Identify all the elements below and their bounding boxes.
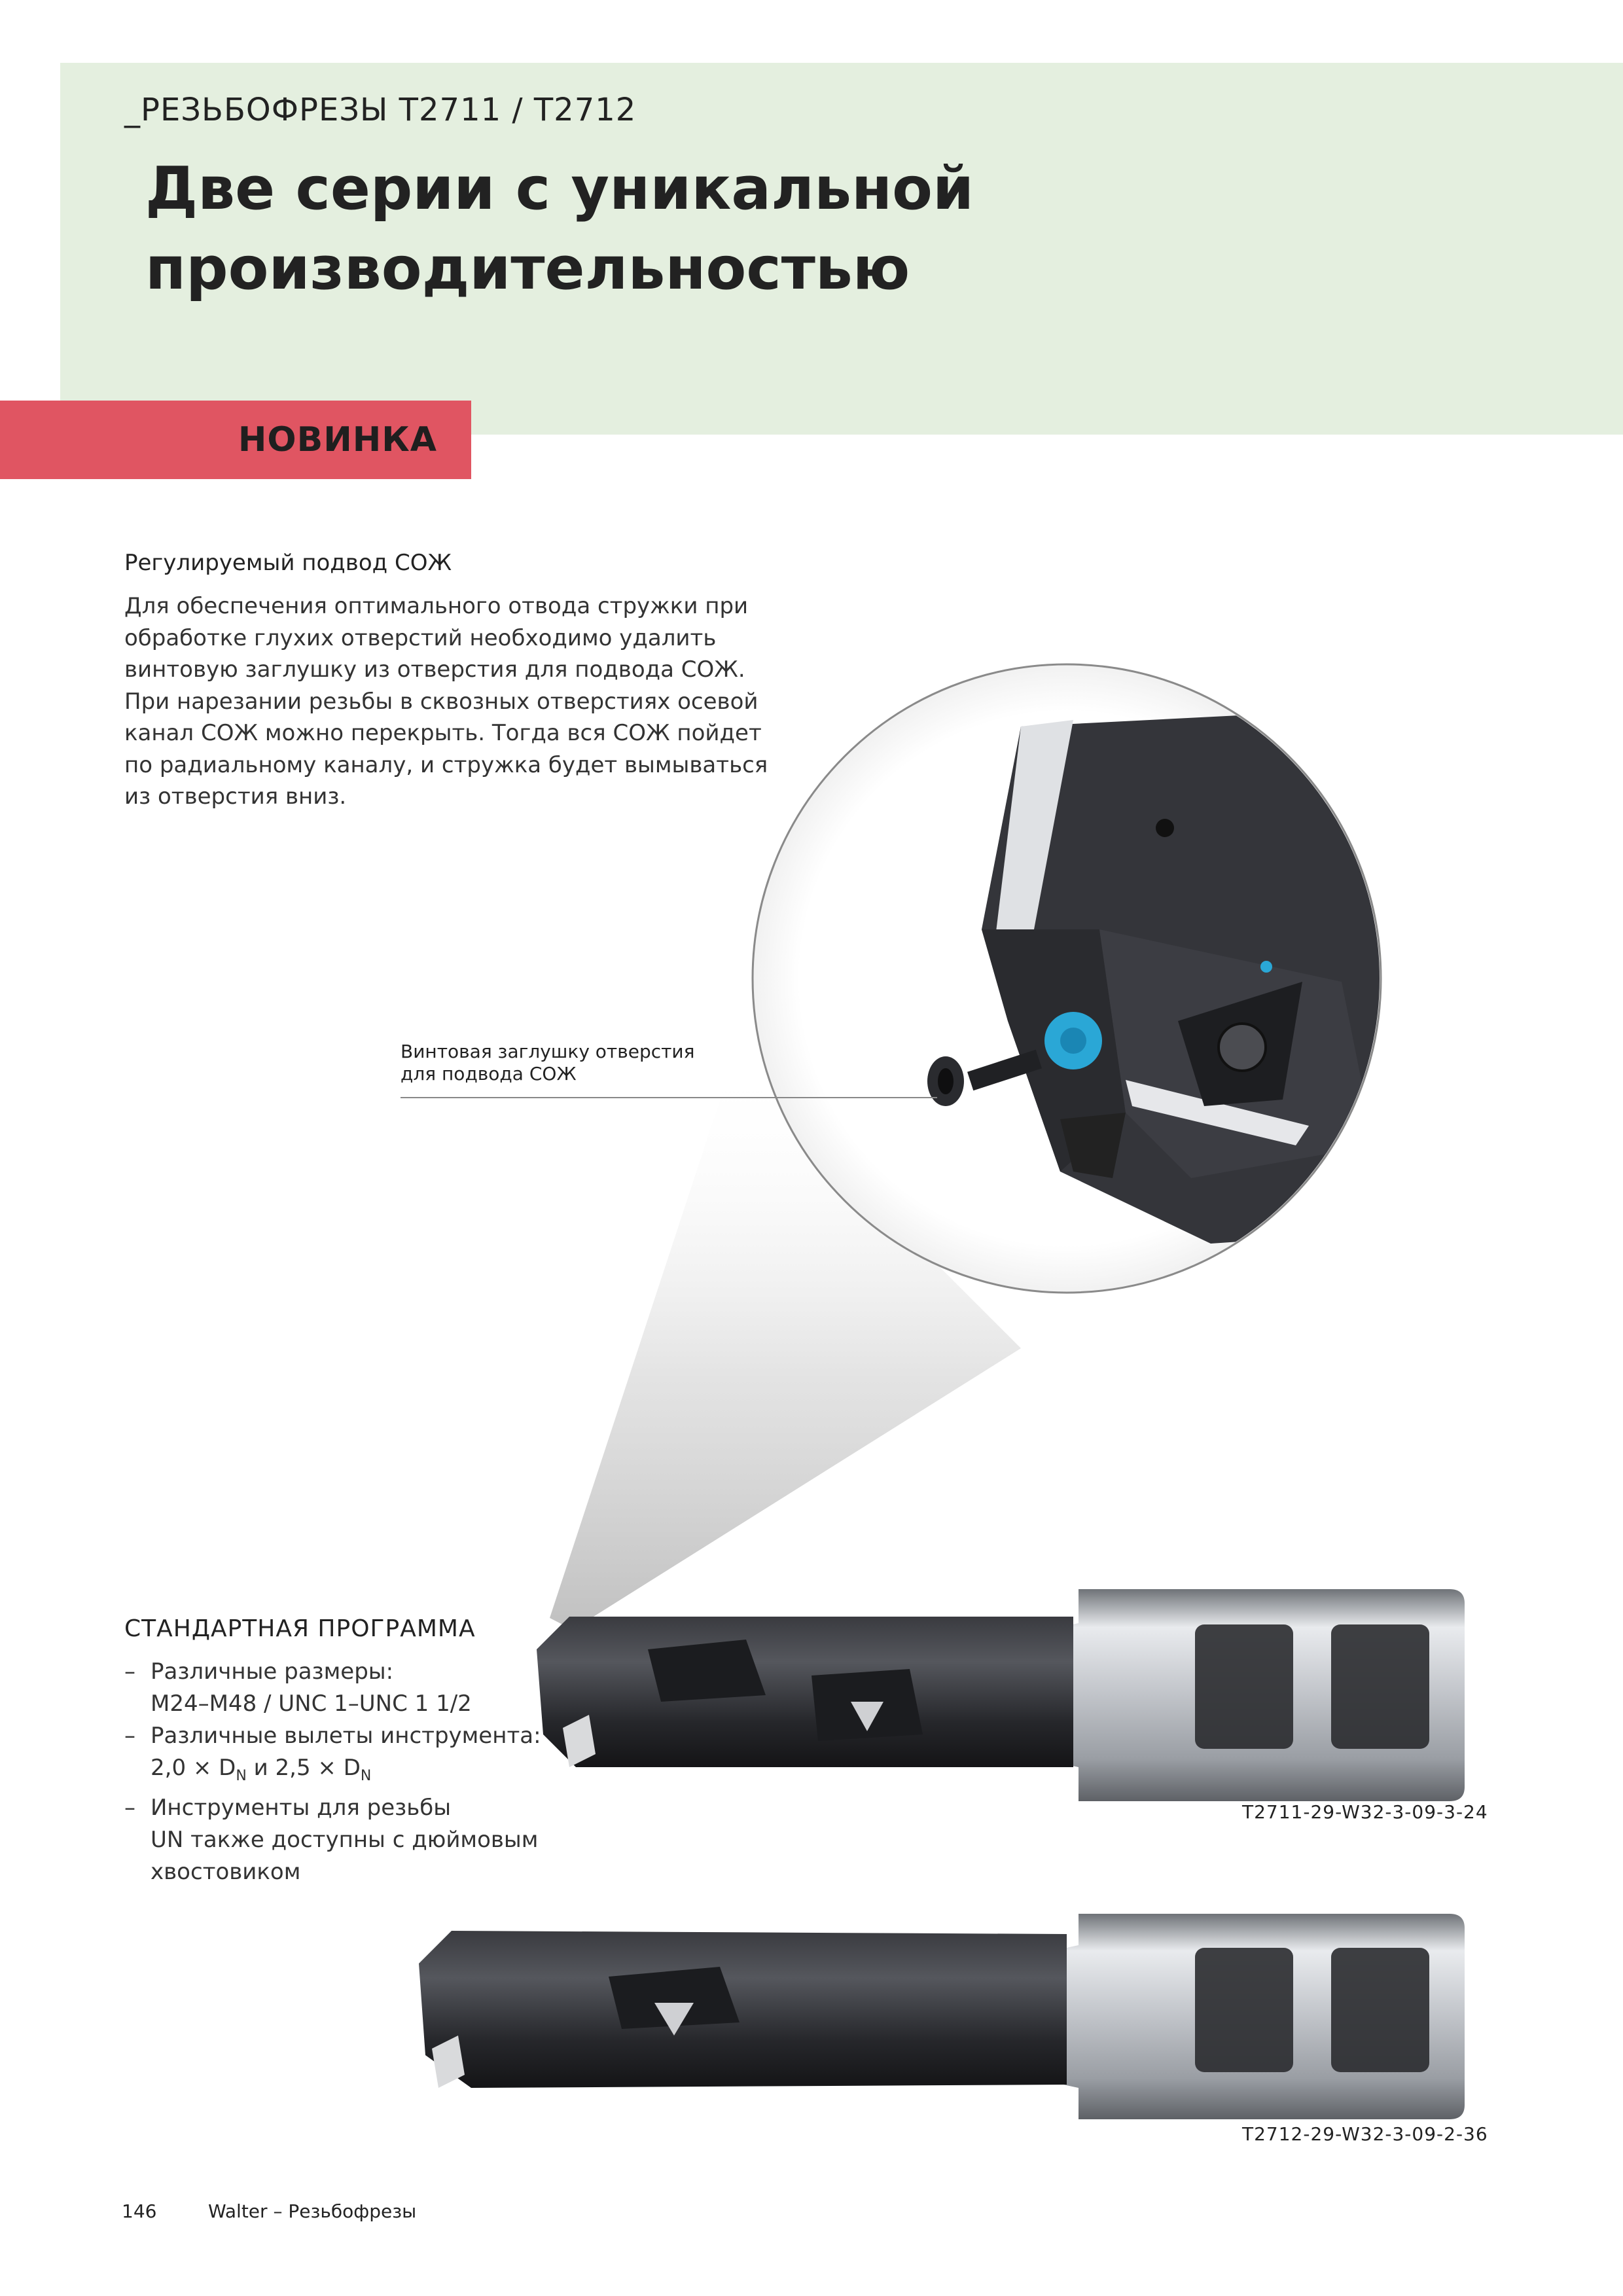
product-code-t2711: T2711-29-W32-3-09-3-24 — [1242, 1801, 1488, 1823]
footer-brand: Walter – Резьбофрезы — [208, 2200, 417, 2222]
screw-plug-callout — [401, 1041, 741, 1085]
list-item-continuation: M24–M48 / UNC 1–UNC 1 1/2 — [151, 1691, 472, 1717]
paragraph-line: обработке глухих отверстий необходимо удалить — [124, 624, 717, 651]
list-item-continuation: $2,0 \times D_N$ и $2,5 \times D_N$ — [151, 1755, 372, 1784]
callout-leader-line — [401, 1097, 937, 1098]
paragraph-line: винтовую заглушку из отверстия для подвода СОЖ. — [124, 656, 745, 683]
page-title-line-2: производительностью — [145, 234, 910, 303]
coolant-heading: Регулируемый подвод СОЖ — [124, 550, 452, 576]
new-badge-label: НОВИНКА — [238, 420, 437, 459]
product-code-t2712: T2712-29-W32-3-09-2-36 — [1242, 2123, 1488, 2145]
paragraph-line: канал СОЖ можно перекрыть. Тогда вся СОЖ пойдет — [124, 720, 762, 746]
list-item: – Различные вылеты инструмента: — [124, 1723, 541, 1749]
list-item: – Инструменты для резьбы — [124, 1794, 452, 1821]
paragraph-line: Для обеспечения оптимального отвода стружки при — [124, 593, 749, 619]
tool-t2711 — [537, 1589, 1465, 1801]
tool-t2712 — [419, 1914, 1465, 2119]
list-item-continuation: UN также доступны с дюймовым — [151, 1826, 539, 1853]
paragraph-line: При нарезании резьбы в сквозных отверстиях осевой — [124, 688, 758, 715]
list-item-continuation: хвостовиком — [151, 1858, 301, 1885]
page-title-line-1: Две серии с уникальной — [145, 154, 974, 223]
section-kicker: _РЕЗЬБОФРЕЗЫ T2711 / T2712 — [124, 92, 637, 128]
standard-program-heading: СТАНДАРТНАЯ ПРОГРАММА — [124, 1615, 476, 1642]
paragraph-line: из отверстия вниз. — [124, 783, 347, 810]
callout-line: Винтовая заглушку отверстия — [401, 1041, 695, 1062]
page-number: 146 — [122, 2200, 157, 2222]
paragraph-line: по радиальному каналу, и стружка будет вымываться — [124, 751, 768, 778]
callout-line: для подвода СОЖ — [401, 1063, 577, 1085]
standard-program-list — [124, 1656, 543, 1888]
list-item: – Различные размеры: — [124, 1659, 394, 1685]
